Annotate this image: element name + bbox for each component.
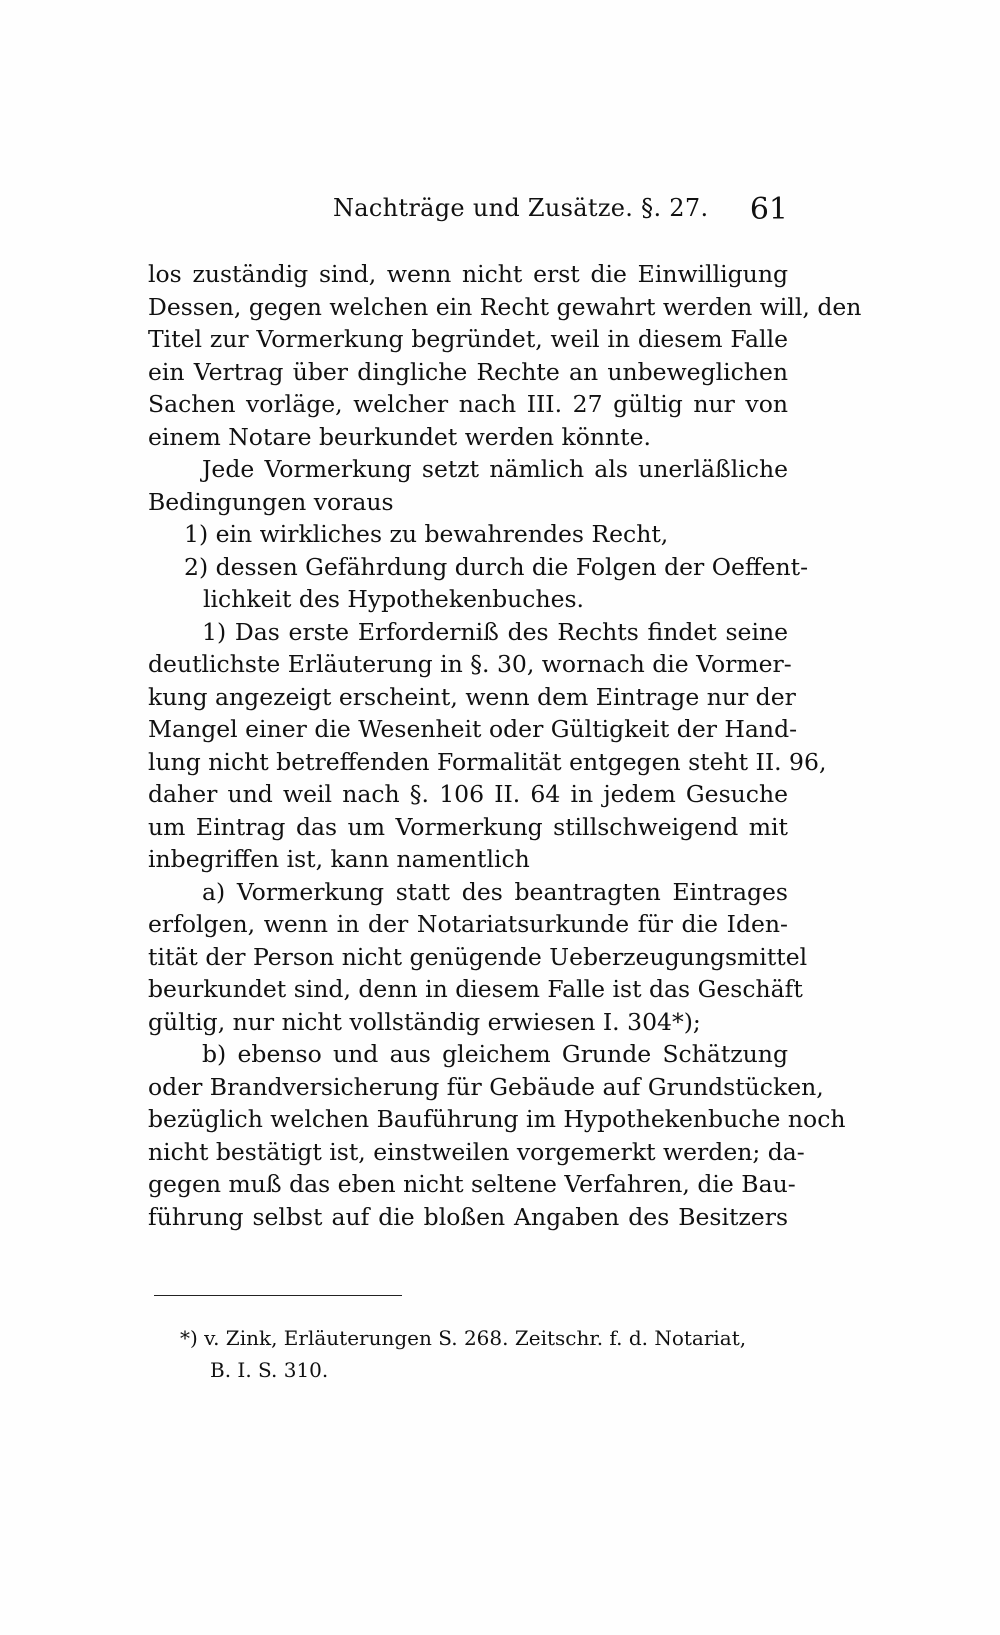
text-line: deutlichste Erläuterung in §. 30, wornach die Vormer- xyxy=(148,650,792,678)
text-line: Jede Vormerkung setzt nämlich als unerläßliche xyxy=(202,455,788,483)
text-line: beurkundet sind, denn in diesem Falle ist das Geschäft xyxy=(148,975,803,1003)
text-line: Titel zur Vormerkung begründet, weil in diesem Falle xyxy=(148,325,788,353)
text-line: um Eintrag das um Vormerkung stillschweigend mit xyxy=(148,812,788,841)
page-number: 61 xyxy=(749,192,788,227)
text-line: 2) dessen Gefährdung durch die Folgen der Oeffent- xyxy=(184,552,809,581)
page-header xyxy=(148,192,788,232)
text-line: Dessen, gegen welchen ein Recht gewahrt werden will, den xyxy=(148,292,862,321)
text-line: gültig, nur nicht vollständig erwiesen I. 304*); xyxy=(148,1007,701,1036)
footnotes xyxy=(180,1322,788,1386)
text-line: inbegriffen ist, kann namentlich xyxy=(148,845,530,873)
text-line: b) ebenso und aus gleichem Grunde Schätzung xyxy=(202,1040,788,1068)
text-line: erfolgen, wenn in der Notariatsurkunde für die Iden- xyxy=(148,910,788,938)
footnote-line: *) v. Zink, Erläuterungen S. 268. Zeitschr. f. d. Notariat, xyxy=(180,1326,747,1350)
text-line: Bedingungen voraus xyxy=(148,487,394,516)
text-line: 1) ein wirkliches zu bewahrendes Recht, xyxy=(184,520,669,548)
text-line: führung selbst auf die bloßen Angaben des Besitzers xyxy=(148,1202,788,1231)
text-line: Mangel einer die Wesenheit oder Gültigkeit der Hand- xyxy=(148,715,798,743)
footnote-divider xyxy=(154,1295,402,1296)
body-text xyxy=(148,258,862,1233)
text-line: los zuständig sind, wenn nicht erst die Einwilligung xyxy=(148,260,788,288)
text-line: 1) Das erste Erforderniß des Rechts findet seine xyxy=(202,617,788,646)
text-line: Sachen vorläge, welcher nach III. 27 gültig nur von xyxy=(148,390,788,418)
text-line: kung angezeigt erscheint, wenn dem Eintrage nur der xyxy=(148,682,796,711)
text-line: gegen muß das eben nicht seltene Verfahren, die Bau- xyxy=(148,1170,796,1198)
footnote-line: B. I. S. 310. xyxy=(210,1358,329,1382)
text-line: einem Notare beurkundet werden könnte. xyxy=(148,422,651,451)
text-line: daher und weil nach §. 106 II. 64 in jedem Gesuche xyxy=(148,780,788,808)
text-line: nicht bestätigt ist, einstweilen vorgemerkt werden; da- xyxy=(148,1137,805,1166)
text-line: bezüglich welchen Bauführung im Hypothekenbuche noch xyxy=(148,1105,846,1133)
text-line: ein Vertrag über dingliche Rechte an unbeweglichen xyxy=(148,357,788,386)
text-line: tität der Person nicht genügende Ueberzeugungsmittel xyxy=(148,942,808,971)
running-head: Nachträge und Zusätze. §. 27. xyxy=(333,194,709,222)
text-line: oder Brandversicherung für Gebäude auf Grundstücken, xyxy=(148,1072,824,1101)
text-line: a) Vormerkung statt des beantragten Eintrages xyxy=(202,877,788,906)
text-line: lung nicht betreffenden Formalität entgegen steht II. 96, xyxy=(148,747,827,776)
text-line: lichkeit des Hypothekenbuches. xyxy=(203,585,585,613)
